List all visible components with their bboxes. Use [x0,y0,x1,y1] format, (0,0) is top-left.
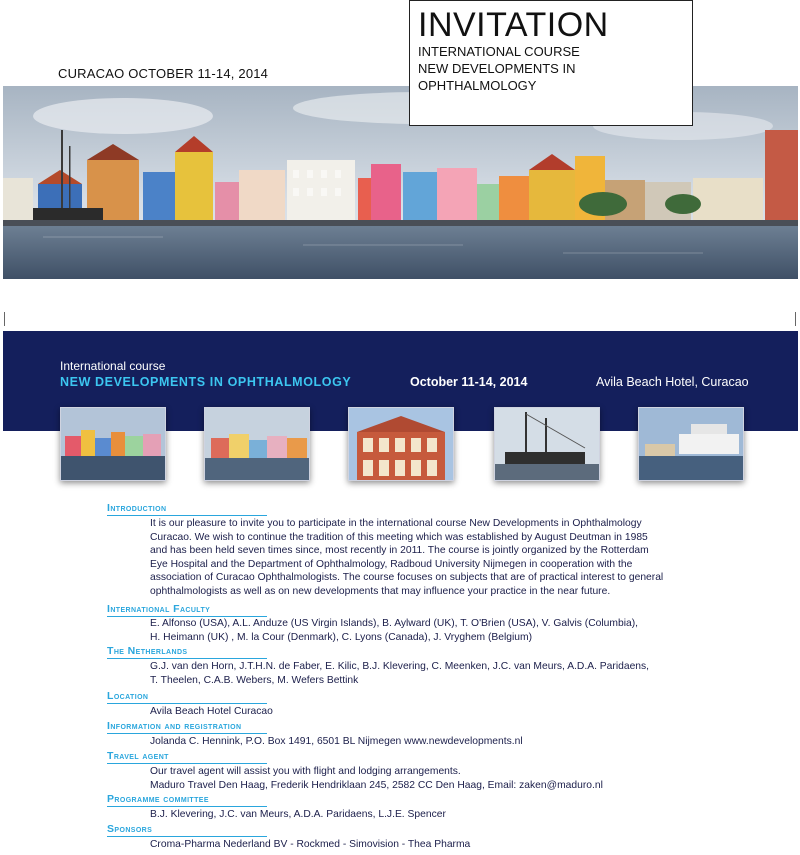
text-line: Curacao. We wish to continue the tradition of this meeting which was established by August Deutman in 1985 [150,531,648,543]
crop-mark [4,312,5,326]
thumbnail-photo-colonial-building [348,407,454,481]
text-line: Maduro Travel Den Haag, Frederik Hendriklaan 245, 2582 CC Den Haag, Email: zaken@maduro.nl [150,779,603,791]
text-line: Avila Beach Hotel Curacao [150,706,273,717]
netherlands-text [150,660,710,687]
section-heading-travel-agent: Travel agent [107,750,267,764]
invitation-box [409,0,693,126]
text-line: association of Curacao Ophthalmologists. The course focuses on subjects that are of practical interest to general [150,572,664,584]
text-line: H. Heimann (UK) , M. la Cour (Denmark), C. Lyons (Canada), J. Vryghem (Belgium) [150,631,533,643]
information-text [150,735,710,749]
section-heading-location: Location [107,690,267,704]
faculty-text [150,617,710,644]
text-line: Eye Hospital and the Department of Ophthalmology, Radboud University Nijmegen in cooperation with the [150,558,633,570]
crop-mark [795,312,796,326]
banner-small-course: International course [60,359,166,373]
introduction-text [150,517,710,599]
banner-course-title: NEW DEVELOPMENTS IN OPHTHALMOLOGY [60,375,352,389]
location-text [150,705,710,719]
text-line: Jolanda C. Hennink, P.O. Box 1491, 6501 BL Nijmegen www.newdevelopments.nl [150,736,523,747]
travel-text [150,765,710,792]
section-heading-netherlands: The Netherlands [107,645,267,659]
thumbnail-photo-sailing-ship [494,407,600,481]
invitation-course-name: NEW DEVELOPMENTS IN OPHTHALMOLOGY [418,61,576,93]
invitation-title: INVITATION [418,6,609,44]
banner-date: October 11-14, 2014 [410,375,528,389]
thumbnail-photo-waterfront [60,407,166,481]
dateline: CURACAO OCTOBER 11-14, 2014 [58,66,269,81]
text-line: and has been held seven times since, most recently in 2011. The course is jointly organized by the Rotterdam [150,545,649,557]
section-heading-programme-committee: Programme committee [107,793,267,807]
text-line: T. Theelen, C.A.B. Webers, M. Wefers Bettink [150,674,359,686]
invitation-course-line: INTERNATIONAL COURSE [418,44,580,59]
text-line: Our travel agent will assist you with flight and lodging arrangements. [150,766,461,777]
text-line: ophthalmologists as well as on new developments that may influence your practice in the near future. [150,585,611,597]
text-line: Croma-Pharma Nederland BV - Rockmed - Simovision - Thea Pharma [150,839,471,850]
banner-venue: Avila Beach Hotel, Curacao [596,375,749,389]
section-heading-introduction: Introduction [107,502,267,516]
thumbnail-photo-harbor [204,407,310,481]
text-line: E. Alfonso (USA), A.L. Anduze (US Virgin Islands), B. Aylward (UK), T. O'Brien (USA), V. Galvis (Columbia), [150,618,639,629]
section-heading-information-registration: Information and registration [107,720,267,734]
sponsors-text [150,838,710,852]
section-heading-sponsors: Sponsors [107,823,267,837]
section-heading-international-faculty: International Faculty [107,603,267,617]
text-line: B.J. Klevering, J.C. van Meurs, A.D.A. Paridaens, L.J.E. Spencer [150,809,446,820]
committee-text [150,808,710,822]
text-line: G.J. van den Horn, J.T.H.N. de Faber, E. Kilic, B.J. Klevering, C. Meenken, J.C. van Meurs, A.D.A. Paridaens, [150,661,650,672]
text-line: It is our pleasure to invite you to participate in the international course New Developments in Ophthalmology [150,518,642,529]
thumbnail-photo-cruise-ship [638,407,744,481]
